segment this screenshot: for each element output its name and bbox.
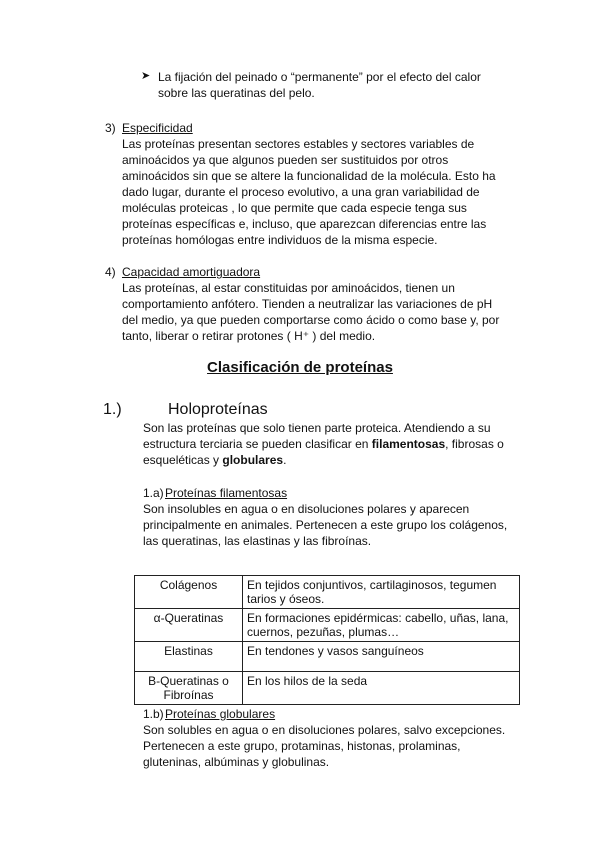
subheading-title: Proteínas globulares <box>165 707 276 721</box>
paragraph-line: Son solubles en agua o en disoluciones polares, salvo excepciones. <box>143 723 506 737</box>
paragraph-line: aminoácidos ya que algunos pueden ser sustituidos por otros <box>122 153 449 167</box>
section-title: Capacidad amortiguadora <box>122 265 261 279</box>
paragraph-line: tanto, liberar o retirar protones ( H⁺ ) del medio. <box>122 329 376 343</box>
page-title: Clasificación de proteínas <box>207 359 393 376</box>
paragraph-line: Las proteínas presentan sectores estables y sectores variables de <box>122 137 475 151</box>
table-row <box>135 672 520 705</box>
paragraph-line: principalmente en animales. Pertenecen a este grupo los colágenos, <box>143 518 508 532</box>
heading-number: 1.) <box>103 401 122 418</box>
table-row <box>135 576 520 609</box>
table-cell-name: B-Queratinas o Fibroínas <box>135 672 243 705</box>
table-row <box>135 642 520 672</box>
paragraph-line: aminoácidos sin que se altere la funcionalidad de la molécula. Esto ha <box>122 169 496 183</box>
bold-term: globulares <box>222 453 284 467</box>
paragraph-line: las queratinas, las elastinas y las fibroínas. <box>143 534 372 548</box>
text-run: . <box>283 453 287 467</box>
paragraph-line: Pertenecen a este grupo, protaminas, histonas, prolaminas, <box>143 739 461 753</box>
table-row <box>135 609 520 642</box>
paragraph-line: del medio, ya que pueden comportarse como ácido o como base y, por <box>122 313 500 327</box>
paragraph-line: dado lugar, durante el proceso evolutivo, a una gran variabilidad de <box>122 185 480 199</box>
paragraph-line <box>143 453 286 469</box>
paragraph-line: Son las proteínas que solo tienen parte proteica. Atendiendo a su <box>143 421 491 435</box>
paragraph-line: moléculas proteicas , lo que permite que cada especie tenga sus <box>122 201 467 215</box>
subheading-title: Proteínas filamentosas <box>165 486 288 500</box>
table-cell-desc: En los hilos de la seda <box>243 672 520 705</box>
heading-holoproteinas: Holoproteínas <box>168 401 268 418</box>
paragraph-line: proteínas homólogas entre individuos de la misma especie. <box>122 233 438 247</box>
bullet-line-1: La fijación del peinado o “permanente” por el efecto del calor <box>158 70 481 84</box>
paragraph-line: comportamiento anfótero. Tienden a neutralizar las variaciones de pH <box>122 297 493 311</box>
paragraph-line: Las proteínas, al estar constituidas por aminoácidos, tienen un <box>122 281 455 295</box>
text-run: , fibrosas o <box>445 437 504 451</box>
table-cell-desc: En tendones y vasos sanguíneos <box>243 642 520 672</box>
table-cell-name: Colágenos <box>135 576 243 609</box>
paragraph-line <box>143 437 504 453</box>
bullet-line-2: sobre las queratinas del pelo. <box>158 86 315 100</box>
table-cell-desc: En tejidos conjuntivos, cartilaginosos, tegumen tarios y óseos. <box>243 576 520 609</box>
paragraph-line: proteínas específicas e, incluso, que aparezcan diferencias entre las <box>122 217 487 231</box>
table-cell-name: α-Queratinas <box>135 609 243 642</box>
subheading-number: 1.a) <box>143 486 164 500</box>
text-run: estructura terciaria se pueden clasificar en <box>143 437 372 451</box>
subheading-number: 1.b) <box>143 707 164 721</box>
paragraph-line: Son insolubles en agua o en disoluciones polares y aparecen <box>143 502 470 516</box>
text-run: esqueléticas y <box>143 453 223 467</box>
bullet-arrow-icon: ➤ <box>141 70 151 82</box>
bold-term: filamentosas <box>371 437 446 451</box>
table-cell-name: Elastinas <box>135 642 243 672</box>
section-number: 3) <box>105 121 116 135</box>
table-cell-desc: En formaciones epidérmicas: cabello, uñas, lana, cuernos, pezuñas, plumas… <box>243 609 520 642</box>
protein-table <box>134 575 520 705</box>
paragraph-line: gluteninas, albúminas y globulinas. <box>143 755 330 769</box>
section-number: 4) <box>105 265 116 279</box>
section-title: Especificidad <box>122 121 193 135</box>
